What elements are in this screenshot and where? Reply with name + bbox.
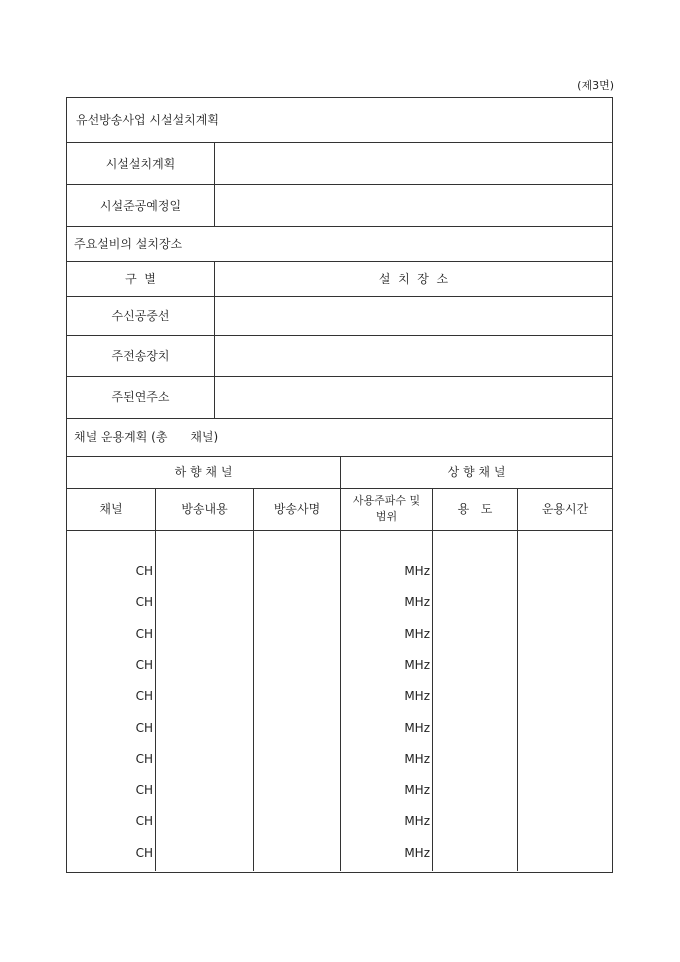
facility-plan-field[interactable]: [216, 144, 610, 183]
frequency-unit: MHz: [404, 595, 430, 610]
channel-unit: CH: [135, 595, 153, 610]
channel-unit: CH: [135, 657, 153, 672]
divider: [66, 530, 612, 531]
antenna-label: 수신공중선: [111, 309, 170, 323]
frequency-unit: MHz: [404, 657, 430, 672]
header-frequency: 사용주파수 및 범위: [352, 494, 421, 523]
frequency-unit: MHz: [404, 689, 430, 704]
form-title: 유선방송사업 시설설치계획: [76, 113, 219, 127]
location-header: 설 치 장 소: [378, 272, 449, 286]
header-channel: 채널: [99, 502, 123, 516]
divider: [66, 418, 612, 419]
divider: [214, 142, 215, 226]
channel-unit: CH: [135, 564, 153, 578]
divider: [66, 261, 612, 262]
frequency-unit: MHz: [404, 783, 430, 798]
divider: [155, 488, 156, 871]
completion-date-field[interactable]: [216, 186, 610, 225]
divider: [66, 488, 612, 489]
divider: [66, 456, 612, 457]
page-label: (제3면): [577, 79, 614, 92]
antenna-location-field[interactable]: [216, 298, 610, 334]
frequency-unit: MHz: [404, 626, 430, 641]
category-header: 구 별: [125, 272, 156, 286]
completion-date-label: 시설준공예정일: [99, 199, 182, 213]
channel-unit: CH: [135, 814, 153, 829]
upstream-header: 상 향 채 널: [447, 465, 506, 479]
main-studio-location-field[interactable]: [216, 378, 610, 417]
frequency-unit: MHz: [404, 720, 430, 735]
main-studio-label: 주된연주소: [111, 390, 170, 404]
divider: [66, 376, 612, 377]
channel-section-title: 채널 운용계획 (총 채널): [74, 430, 219, 444]
header-operating-hours: 운용시간: [541, 502, 589, 516]
facility-plan-label: 시설설치계획: [105, 157, 176, 171]
divider: [66, 296, 612, 297]
divider: [517, 488, 518, 871]
divider: [66, 226, 612, 227]
divider: [66, 142, 612, 143]
header-content: 방송내용: [181, 502, 228, 516]
frequency-unit: MHz: [404, 814, 430, 829]
channel-unit: CH: [135, 845, 153, 860]
channel-unit: CH: [135, 689, 153, 704]
divider: [66, 335, 612, 336]
channel-unit: CH: [135, 626, 153, 641]
frequency-unit: MHz: [404, 564, 430, 578]
channel-unit: CH: [135, 751, 153, 766]
channel-unit: CH: [135, 783, 153, 798]
main-transmitter-label: 주전송장치: [111, 349, 170, 363]
equipment-section-title: 주요설비의 설치장소: [74, 237, 183, 251]
frequency-unit: MHz: [404, 751, 430, 766]
divider: [253, 488, 254, 871]
downstream-header: 하 향 채 널: [174, 465, 233, 479]
frequency-unit: MHz: [404, 845, 430, 860]
divider: [432, 488, 433, 871]
divider: [66, 184, 612, 185]
channel-unit: CH: [135, 720, 153, 735]
header-usage: 용 도: [457, 502, 493, 516]
header-broadcaster: 방송사명: [273, 502, 321, 516]
main-transmitter-location-field[interactable]: [216, 337, 610, 375]
